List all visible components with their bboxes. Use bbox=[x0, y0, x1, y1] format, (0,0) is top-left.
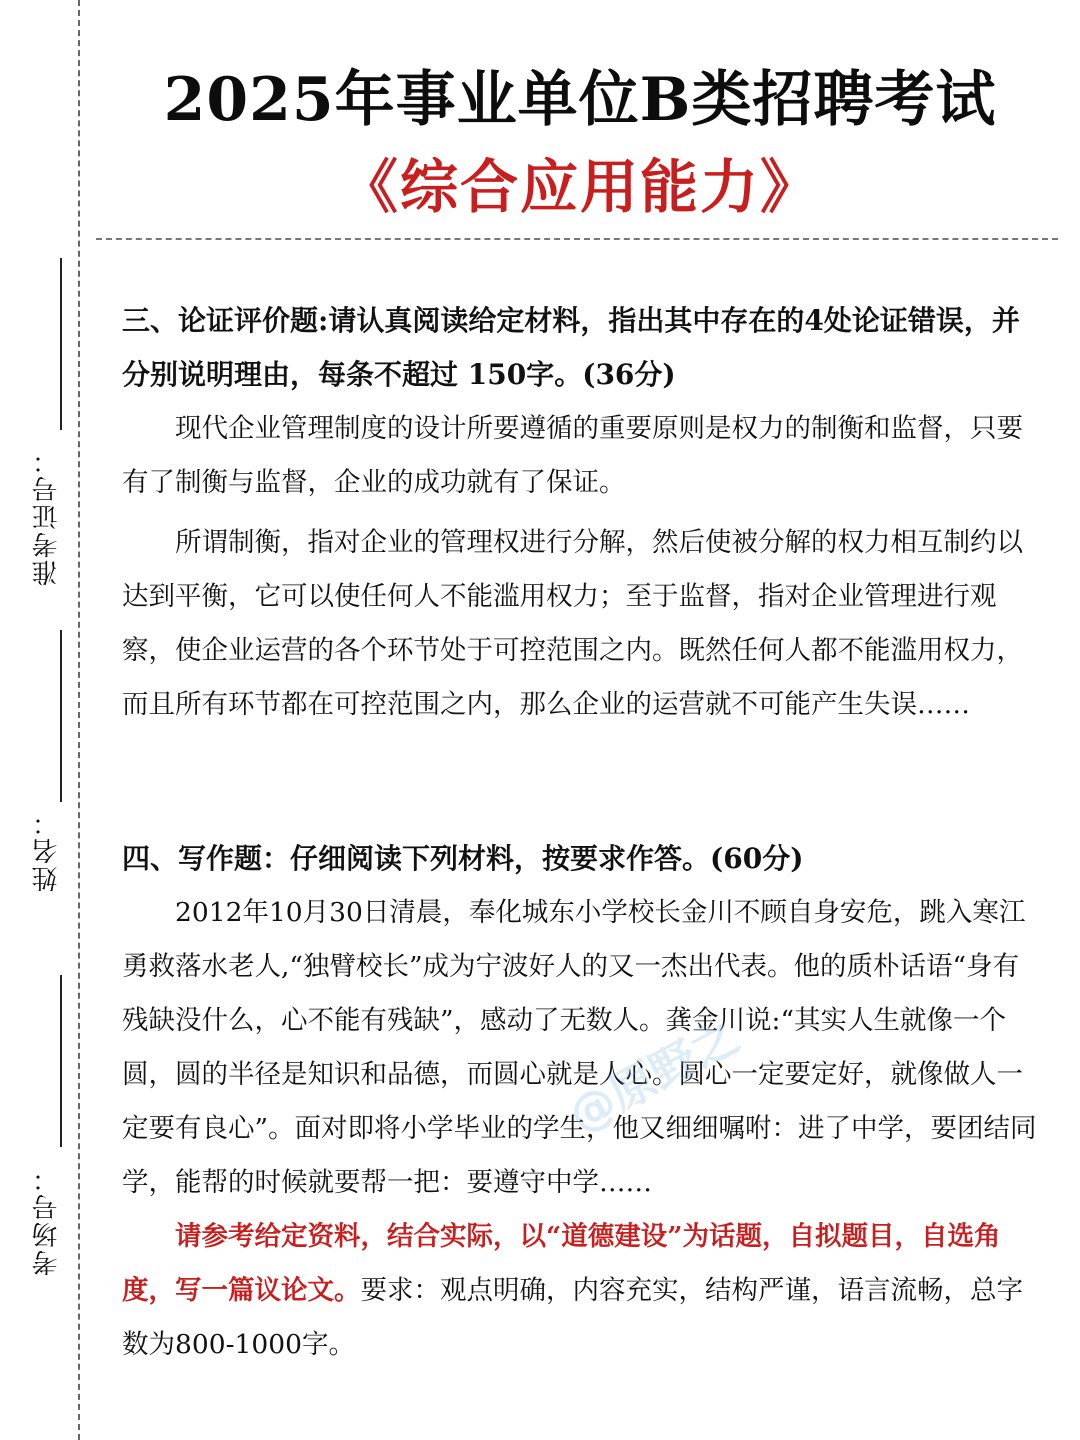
page-title: 2025年事业单位B类招聘考试 bbox=[163, 65, 997, 135]
name-underline bbox=[60, 630, 62, 802]
room-underline bbox=[60, 975, 62, 1147]
section4-task-highlight: 请参考给定资料，结合实际，以“道德建设”为话题，自拟题目，自选角度，写一篇议论文。 bbox=[122, 1221, 1001, 1306]
exam-id-underline bbox=[60, 258, 62, 430]
section3-paragraph-2: 所谓制衡，指对企业的管理权进行分解，然后使被分解的权力相互制约以达到平衡，它可以使任何人不能滥用权力；至于监督，指对企业管理进行观察，使企业运营的各个环节处于可控范围之内。既然任何人都不能滥用权力，而且所有环节都在可控范围之内，那么企业的运营就不可能产生失误…… bbox=[122, 527, 1023, 720]
room-label: 考场号： bbox=[32, 1164, 62, 1276]
header-divider bbox=[96, 238, 1058, 240]
section4-task-requirements: 要求：观点明确，内容充实，结构严谨，语言流畅，总字数为800-1000字。 bbox=[122, 1275, 1023, 1360]
section4-paragraph: 2012年10月30日清晨，奉化城东小学校长金川不顾自身安危，跳入寒江勇救落水老人,“独臂校长”成为宁波好人的又一杰出代表。他的质朴话语“身有残缺没什么，心不能有残缺”，感动了无数人。龚金川说:“其实人生就像一个圆，圆的半径是知识和品德，而圆心就是人心。圆心一定要定好，就像做人一定要有良心”。面对即将小学毕业的学生，他又细细嘱咐：进了中学，要团结同学，能帮的时候就要帮一把：要遵守中学…… bbox=[122, 897, 1037, 1198]
watermark: @原野之 bbox=[559, 1008, 748, 1143]
page-subtitle: 《综合应用能力》 bbox=[339, 153, 820, 221]
section4-heading: 四、写作题：仔细阅读下列材料，按要求作答。(60分) bbox=[122, 842, 804, 875]
section3-paragraph-1: 现代企业管理制度的设计所要遵循的重要原则是权力的制衡和监督，只要有了制衡与监督，企业的成功就有了保证。 bbox=[122, 413, 1023, 498]
exam-id-label: 准考证号： bbox=[32, 446, 62, 586]
section3-heading: 三、论证评价题:请认真阅读给定材料，指出其中存在的4处论证错误，并分别说明理由，每条不超过 150字。(36分) bbox=[122, 304, 1020, 391]
section-argument-evaluation bbox=[122, 294, 1042, 732]
section4-task bbox=[122, 1210, 1042, 1372]
binding-dashed-line bbox=[78, 0, 80, 1440]
name-label: 姓名： bbox=[32, 808, 62, 892]
